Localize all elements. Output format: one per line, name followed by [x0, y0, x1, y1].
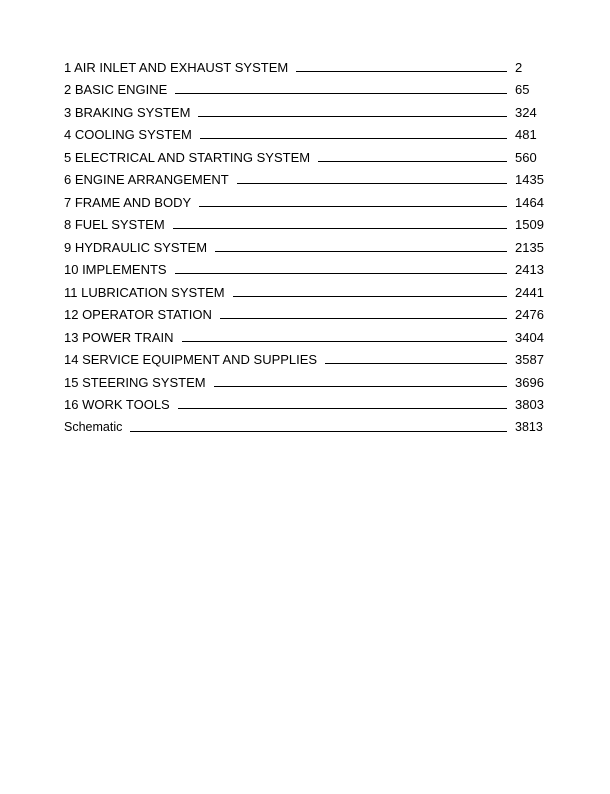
toc-entry[interactable] [64, 75, 547, 98]
toc-entry-title: 14 SERVICE EQUIPMENT AND SUPPLIES [64, 352, 318, 367]
toc-entry-page: 2476 [515, 307, 544, 322]
toc-entry[interactable] [64, 210, 547, 233]
toc-entry-page: 3803 [515, 397, 544, 412]
toc-entry-page: 65 [515, 82, 530, 97]
toc-entry[interactable] [64, 165, 547, 188]
toc-entry-title: 5 ELECTRICAL AND STARTING SYSTEM [64, 149, 311, 165]
toc-entry-page: 560 [515, 149, 537, 165]
toc-entry[interactable] [64, 120, 547, 143]
toc-leader-line [296, 71, 507, 72]
toc-entry-page: 1435 [515, 172, 544, 187]
toc-entry-title: 11 LUBRICATION SYSTEM [64, 284, 225, 300]
toc-entry-page: 3696 [515, 374, 544, 390]
toc-entry-title: 16 WORK TOOLS [64, 397, 170, 412]
toc-leader-line [318, 161, 507, 162]
toc-leader-line [233, 296, 507, 297]
toc-leader-line [220, 318, 507, 319]
toc-leader-line [237, 183, 507, 184]
toc-entry[interactable] [64, 412, 547, 435]
toc-entry-title: 1 AIR INLET AND EXHAUST SYSTEM [64, 59, 289, 75]
toc-leader-line [175, 273, 507, 274]
toc-entry-page: 3587 [515, 352, 544, 367]
toc-entry-page: 481 [515, 127, 537, 142]
toc-entry[interactable] [64, 345, 547, 368]
toc-entry-page: 2135 [515, 239, 544, 255]
toc-entry-page: 2441 [515, 284, 544, 300]
toc-leader-line [199, 206, 507, 207]
toc-leader-line [173, 228, 507, 229]
toc-entry[interactable] [64, 52, 547, 75]
toc-entry-title: 8 FUEL SYSTEM [64, 217, 165, 232]
toc-entry[interactable] [64, 300, 547, 323]
toc-entry-page: 3813 [515, 419, 543, 434]
toc-entry-page: 3404 [515, 329, 544, 345]
toc-entry[interactable] [64, 232, 547, 255]
toc-entry[interactable] [64, 255, 547, 278]
toc-entry[interactable] [64, 277, 547, 300]
toc-entry[interactable] [64, 187, 547, 210]
toc-entry-page: 324 [515, 104, 537, 120]
toc-entry-title: 15 STEERING SYSTEM [64, 374, 206, 390]
toc-entry-title: Schematic [64, 419, 123, 434]
toc-entry-title: 7 FRAME AND BODY [64, 194, 192, 210]
toc-entry-title: 9 HYDRAULIC SYSTEM [64, 239, 208, 255]
toc-leader-line [325, 363, 507, 364]
toc-entry-title: 2 BASIC ENGINE [64, 82, 168, 97]
toc-entry-title: 4 COOLING SYSTEM [64, 127, 192, 142]
toc-leader-line [182, 341, 507, 342]
toc-entry-title: 6 ENGINE ARRANGEMENT [64, 172, 229, 187]
toc-leader-line [130, 431, 507, 432]
toc-leader-line [175, 93, 507, 94]
toc-entry[interactable] [64, 390, 547, 413]
table-of-contents [64, 52, 547, 435]
toc-leader-line [198, 116, 507, 117]
toc-entry-page: 1464 [515, 194, 544, 210]
toc-entry-page: 2 [515, 59, 523, 75]
toc-entry-title: 3 BRAKING SYSTEM [64, 104, 191, 120]
toc-entry[interactable] [64, 97, 547, 120]
toc-entry-title: 13 POWER TRAIN [64, 329, 174, 345]
toc-entry-page: 1509 [515, 217, 544, 232]
toc-entry[interactable] [64, 322, 547, 345]
toc-leader-line [200, 138, 507, 139]
toc-entry[interactable] [64, 142, 547, 165]
toc-leader-line [215, 251, 507, 252]
toc-entry-page: 2413 [515, 262, 544, 277]
toc-entry-title: 12 OPERATOR STATION [64, 307, 212, 322]
toc-entry-title: 10 IMPLEMENTS [64, 262, 167, 277]
toc-leader-line [214, 386, 507, 387]
toc-entry[interactable] [64, 367, 547, 390]
toc-leader-line [178, 408, 507, 409]
